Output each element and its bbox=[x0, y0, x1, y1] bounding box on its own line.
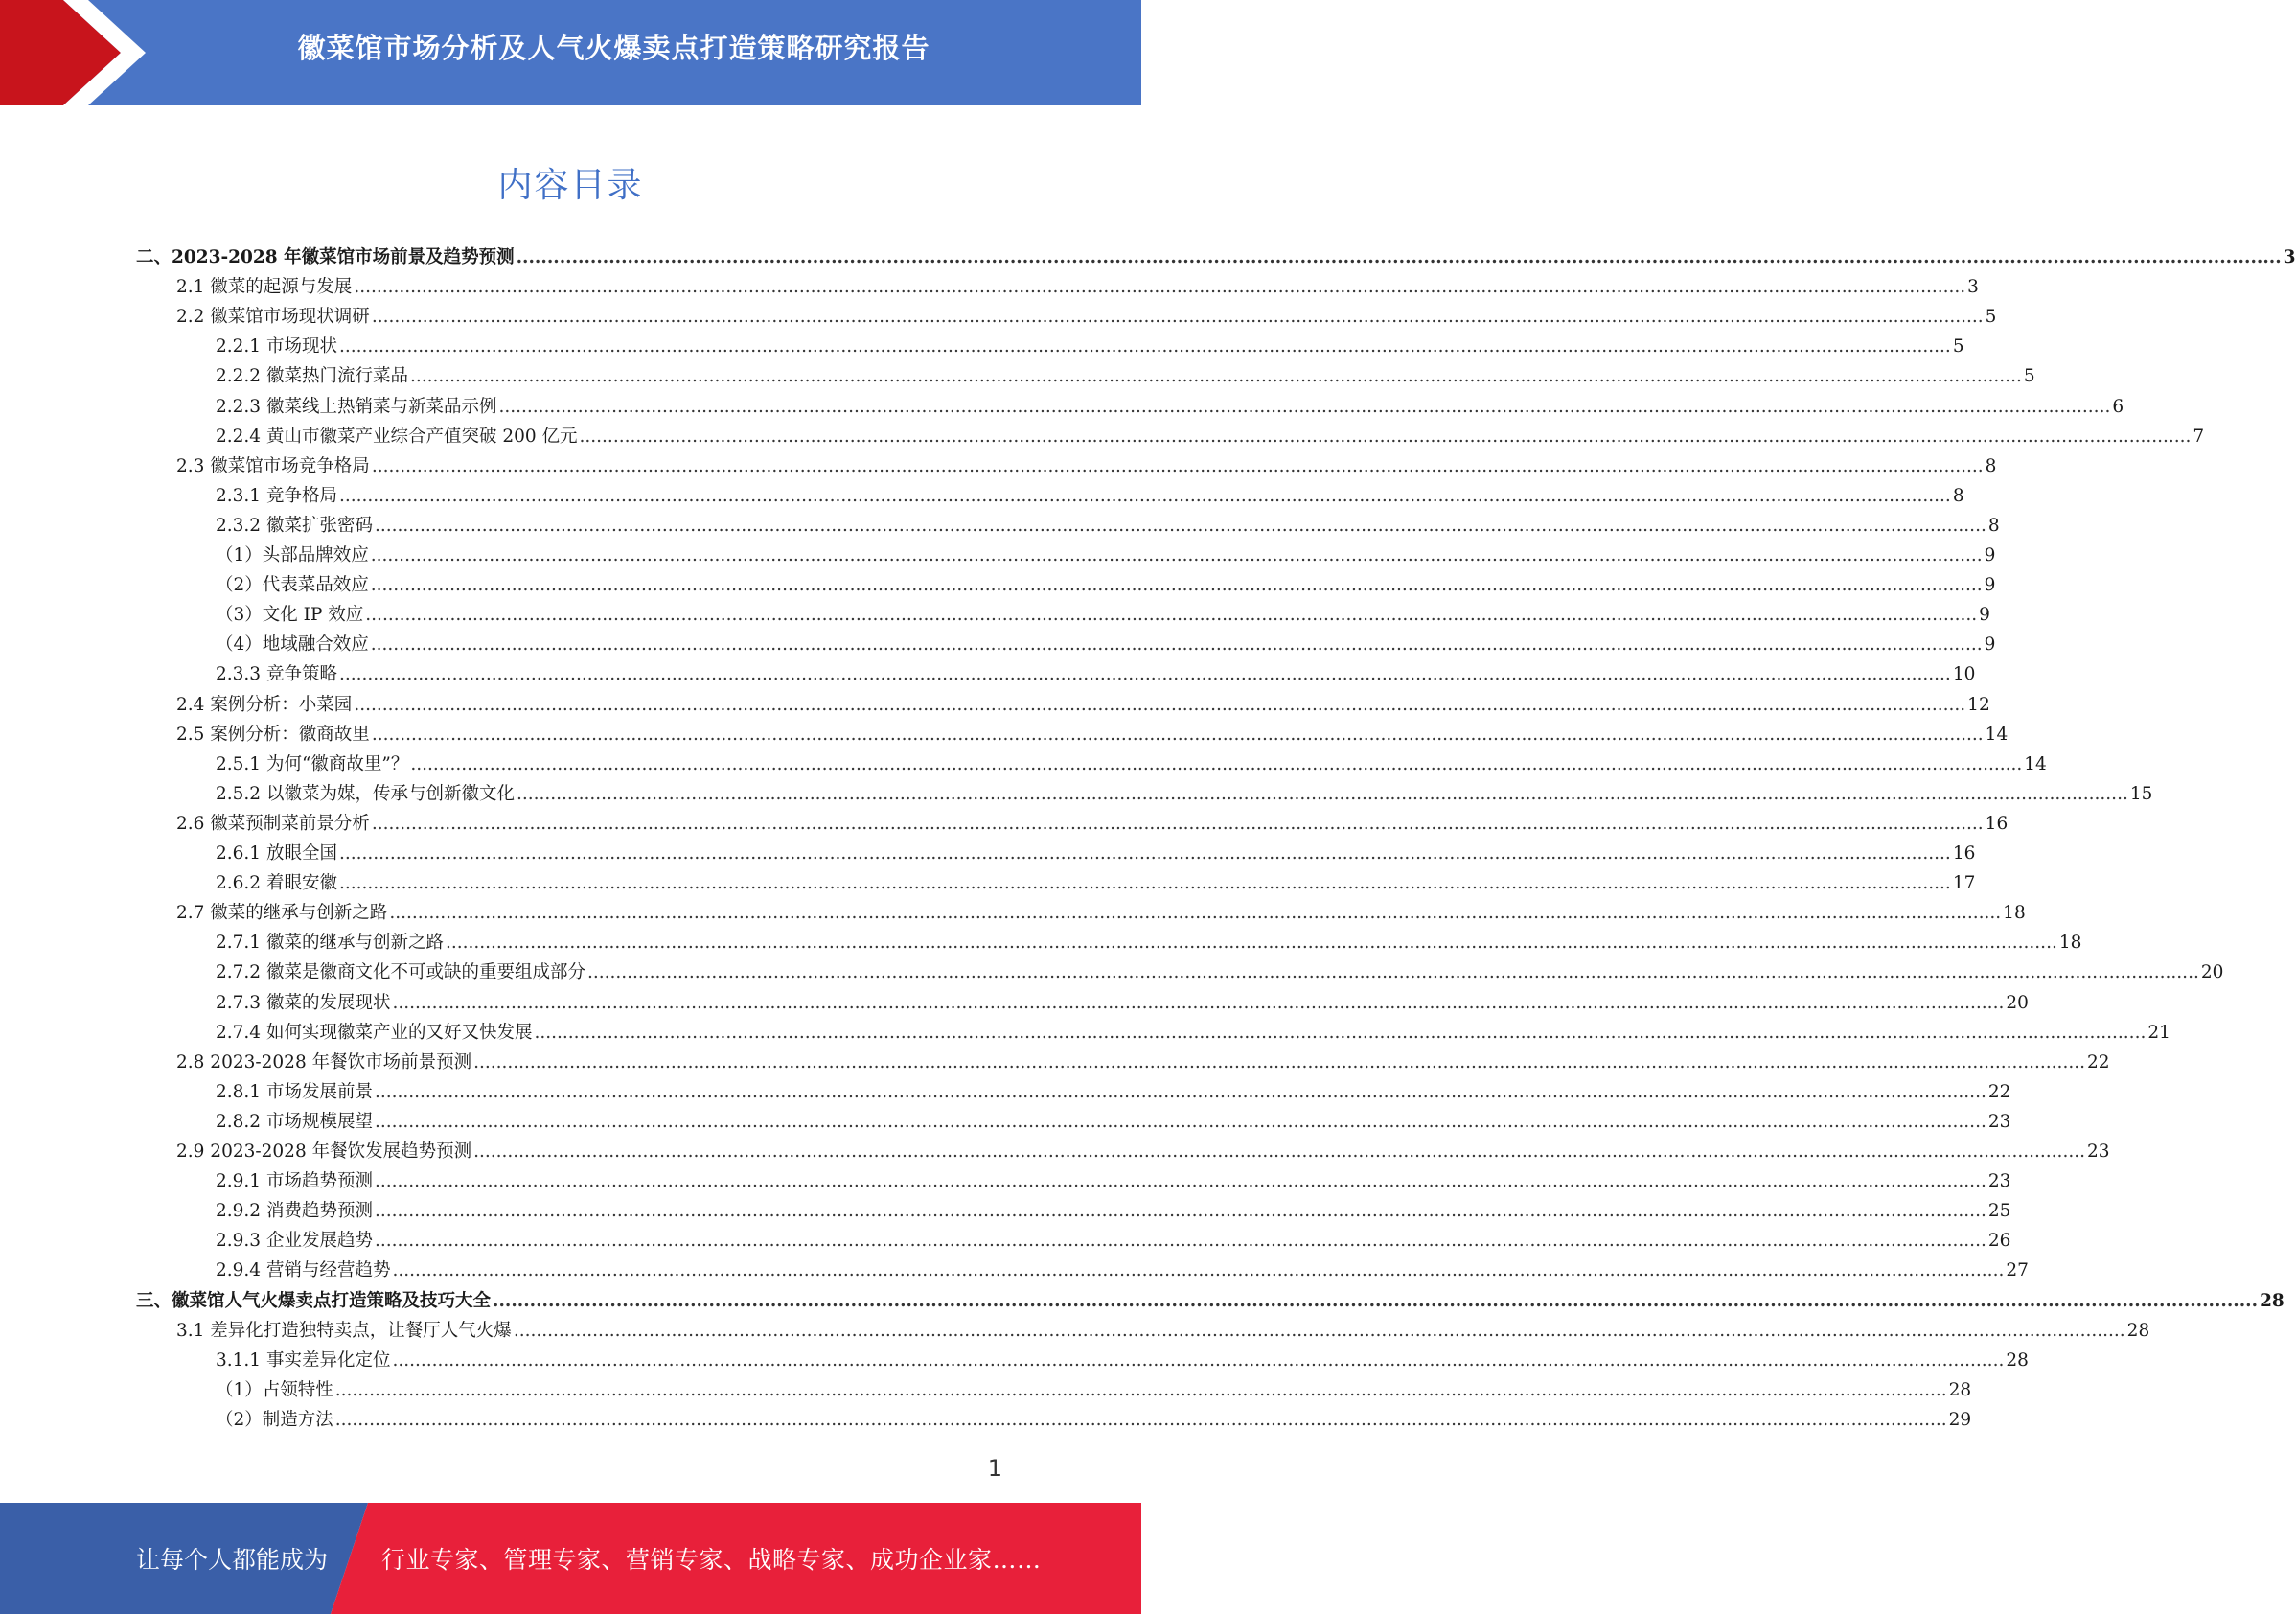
toc-entry-page-number: 8 bbox=[1985, 455, 1997, 476]
toc-dot-leader: .............................................................................................................................................................................................................................................................................................. bbox=[334, 1409, 1947, 1430]
toc-entry[interactable] bbox=[216, 840, 1976, 868]
toc-dot-leader: .............................................................................................................................................................................................................................................................................................. bbox=[334, 1379, 1947, 1400]
toc-entry[interactable] bbox=[216, 660, 1976, 689]
toc-entry[interactable] bbox=[216, 601, 1990, 630]
toc-entry-title: 2.3.1 竞争格局 bbox=[216, 485, 337, 506]
toc-entry[interactable] bbox=[176, 273, 1979, 302]
toc-entry-title: 2.7.4 如何实现徽菜产业的又好又快发展 bbox=[216, 1022, 533, 1043]
toc-entry-title: 三、徽菜馆人气火爆卖点打造策略及技巧大全 bbox=[136, 1290, 492, 1311]
toc-entry-page-number: 26 bbox=[1987, 1231, 2011, 1252]
toc-dot-leader: .............................................................................................................................................................................................................................................................................................. bbox=[389, 903, 2002, 924]
toc-dot-leader: .............................................................................................................................................................................................................................................................................................. bbox=[516, 783, 2128, 804]
toc-dot-leader: .............................................................................................................................................................................................................................................................................................. bbox=[392, 1349, 2005, 1371]
page-footer bbox=[0, 1503, 1141, 1614]
toc-entry[interactable] bbox=[176, 303, 1997, 332]
toc-dot-leader: .............................................................................................................................................................................................................................................................................................. bbox=[392, 992, 2005, 1013]
report-title: 徽菜馆市场分析及人气火爆卖点打造策略研究报告 bbox=[297, 32, 930, 64]
toc-dot-leader: .............................................................................................................................................................................................................................................................................................. bbox=[338, 873, 1951, 894]
toc-entry[interactable] bbox=[216, 1108, 2011, 1137]
toc-dot-leader: .............................................................................................................................................................................................................................................................................................. bbox=[370, 545, 1983, 565]
toc-dot-leader: .............................................................................................................................................................................................................................................................................................. bbox=[374, 1231, 1986, 1252]
toc-entry[interactable] bbox=[216, 1197, 2011, 1226]
toc-entry-page-number: 28 bbox=[1948, 1379, 1972, 1400]
toc-entry-title: 2.9 2023-2028 年餐饮发展趋势预测 bbox=[176, 1141, 472, 1162]
toc-entry-title: 2.6 徽菜预制菜前景分析 bbox=[176, 813, 370, 834]
toc-entry-page-number: 23 bbox=[1987, 1171, 2011, 1192]
toc-entry-title: 3.1.1 事实差异化定位 bbox=[216, 1349, 391, 1371]
toc-dot-leader: .............................................................................................................................................................................................................................................................................................. bbox=[354, 694, 1966, 715]
toc-entry-title: 2.7.1 徽菜的继承与创新之路 bbox=[216, 933, 444, 954]
toc-entry-page-number: 28 bbox=[2260, 1290, 2285, 1311]
toc-dot-leader: .............................................................................................................................................................................................................................................................................................. bbox=[371, 307, 1984, 328]
toc-entry-page-number: 8 bbox=[1987, 515, 2000, 536]
toc-dot-leader: .............................................................................................................................................................................................................................................................................................. bbox=[370, 634, 1983, 656]
toc-entry-page-number: 9 bbox=[1984, 634, 1996, 656]
toc-entry-page-number: 21 bbox=[2147, 1022, 2170, 1043]
toc-entry[interactable] bbox=[216, 1167, 2011, 1196]
footer-slogan-right: 行业专家、管理专家、营销专家、战略专家、成功企业家…… bbox=[381, 1546, 1042, 1574]
toc-entry-title: 二、2023-2028 年徽菜馆市场前景及趋势预测 bbox=[136, 247, 515, 267]
toc-entry-page-number: 20 bbox=[2006, 992, 2029, 1013]
toc-entry-title: 2.3 徽菜馆市场竞争格局 bbox=[176, 455, 370, 476]
toc-entry-title: （2）代表菜品效应 bbox=[216, 575, 369, 596]
toc-entry-page-number: 14 bbox=[2024, 753, 2047, 774]
toc-entry-page-number: 22 bbox=[1987, 1081, 2011, 1102]
toc-entry[interactable] bbox=[216, 631, 1996, 659]
toc-entry-page-number: 17 bbox=[1952, 873, 1976, 894]
toc-entry-page-number: 20 bbox=[2200, 962, 2224, 983]
toc-entry-title: 2.2.3 徽菜线上热销菜与新菜品示例 bbox=[216, 396, 497, 417]
toc-dot-leader: .............................................................................................................................................................................................................................................................................................. bbox=[365, 605, 1978, 626]
toc-entry-page-number: 18 bbox=[2003, 903, 2026, 924]
toc-dot-leader: .............................................................................................................................................................................................................................................................................................. bbox=[338, 843, 1951, 864]
toc-entry-page-number: 16 bbox=[1985, 813, 2009, 834]
toc-entry[interactable] bbox=[176, 810, 2009, 839]
toc-entry-title: 2.5.1 为何“徽商故里”？ bbox=[216, 753, 409, 774]
toc-entry-title: 2.4 案例分析：小菜园 bbox=[176, 694, 353, 715]
toc-entry[interactable] bbox=[216, 1376, 1972, 1405]
toc-entry[interactable] bbox=[216, 333, 1964, 361]
toc-entry[interactable] bbox=[216, 571, 1996, 600]
toc-dot-leader: .............................................................................................................................................................................................................................................................................................. bbox=[370, 575, 1983, 596]
toc-entry-title: （3）文化 IP 效应 bbox=[216, 605, 364, 626]
toc-dot-leader: .............................................................................................................................................................................................................................................................................................. bbox=[374, 515, 1986, 536]
toc-entry-page-number: 14 bbox=[1985, 724, 2009, 745]
toc-entry-title: （1）占领特性 bbox=[216, 1379, 333, 1400]
toc-heading: 内容目录 bbox=[497, 166, 644, 205]
toc-entry-page-number: 9 bbox=[1984, 545, 1996, 565]
toc-entry[interactable] bbox=[216, 1406, 1972, 1435]
toc-entry-title: 2.8.2 市场规模展望 bbox=[216, 1111, 373, 1132]
toc-entry[interactable] bbox=[216, 1227, 2011, 1256]
toc-entry[interactable] bbox=[216, 1078, 2011, 1107]
toc-entry-title: 2.7.2 徽菜是徽商文化不可或缺的重要组成部分 bbox=[216, 962, 585, 983]
toc-entry-page-number: 28 bbox=[2006, 1349, 2029, 1371]
toc-entry-title: 2.2.4 黄山市徽菜产业综合产值突破 200 亿元 bbox=[216, 426, 578, 447]
toc-entry-page-number: 8 bbox=[1952, 485, 1964, 506]
toc-entry[interactable] bbox=[216, 482, 1964, 511]
toc-entry[interactable] bbox=[216, 362, 2035, 391]
toc-dot-leader: .............................................................................................................................................................................................................................................................................................. bbox=[516, 247, 2282, 267]
toc-entry[interactable] bbox=[216, 1257, 2029, 1285]
toc-dot-leader: .............................................................................................................................................................................................................................................................................................. bbox=[354, 277, 1966, 298]
toc-entry-page-number: 29 bbox=[1948, 1409, 1972, 1430]
toc-entry-title: 2.7 徽菜的继承与创新之路 bbox=[176, 903, 388, 924]
toc-entry-title: （4）地域融合效应 bbox=[216, 634, 369, 656]
toc-dot-leader: .............................................................................................................................................................................................................................................................................................. bbox=[392, 1260, 2005, 1281]
toc-entry[interactable] bbox=[216, 750, 2047, 779]
toc-entry-title: 2.3.3 竞争策略 bbox=[216, 664, 337, 685]
toc-entry-page-number: 22 bbox=[2086, 1051, 2110, 1072]
page-number: 1 bbox=[987, 1455, 1002, 1482]
toc-entry[interactable] bbox=[216, 989, 2029, 1018]
toc-dot-leader: .............................................................................................................................................................................................................................................................................................. bbox=[493, 1290, 2259, 1311]
toc-entry-page-number: 6 bbox=[2112, 396, 2124, 417]
toc-entry-title: （1）头部品牌效应 bbox=[216, 545, 369, 565]
toc-entry-title: 2.8.1 市场发展前景 bbox=[216, 1081, 373, 1102]
toc-entry-page-number: 23 bbox=[1987, 1111, 2011, 1132]
toc-entry-title: 2.1 徽菜的起源与发展 bbox=[176, 277, 353, 298]
toc-dot-leader: .............................................................................................................................................................................................................................................................................................. bbox=[374, 1171, 1986, 1192]
toc-entry-page-number: 18 bbox=[2058, 933, 2082, 954]
toc-entry-title: 2.9.3 企业发展趋势 bbox=[216, 1231, 373, 1252]
toc-entry-title: 2.9.1 市场趋势预测 bbox=[216, 1171, 373, 1192]
toc-entry-page-number: 28 bbox=[2126, 1320, 2150, 1341]
toc-entry-page-number: 9 bbox=[1979, 605, 1990, 626]
toc-entry-title: 2.8 2023-2028 年餐饮市场前景预测 bbox=[176, 1051, 472, 1072]
toc-entry[interactable] bbox=[216, 423, 2205, 451]
toc-entry[interactable] bbox=[216, 1019, 2170, 1048]
toc-entry[interactable] bbox=[216, 869, 1976, 898]
toc-entry-page-number: 3 bbox=[1967, 277, 1979, 298]
toc-entry-page-number: 5 bbox=[1985, 307, 1997, 328]
toc-entry[interactable] bbox=[216, 393, 2124, 422]
toc-entry-page-number: 15 bbox=[2129, 783, 2153, 804]
toc-dot-leader: .............................................................................................................................................................................................................................................................................................. bbox=[374, 1081, 1986, 1102]
toc-entry-page-number: 12 bbox=[1967, 694, 1990, 715]
page-header bbox=[0, 0, 1141, 105]
toc-entry-title: 2.5 案例分析：徽商故里 bbox=[176, 724, 370, 745]
toc-entry-title: 2.3.2 徽菜扩张密码 bbox=[216, 515, 373, 536]
toc-entry[interactable] bbox=[176, 721, 2009, 749]
toc-entry[interactable] bbox=[176, 452, 1997, 481]
toc-entry-title: 2.6.2 着眼安徽 bbox=[216, 873, 337, 894]
toc-dot-leader: .............................................................................................................................................................................................................................................................................................. bbox=[409, 366, 2022, 387]
toc-dot-leader: .............................................................................................................................................................................................................................................................................................. bbox=[498, 396, 2111, 417]
toc-entry-title: 2.6.1 放眼全国 bbox=[216, 843, 337, 864]
toc-entry-page-number: 3 bbox=[2283, 247, 2296, 267]
toc-dot-leader: .............................................................................................................................................................................................................................................................................................. bbox=[473, 1141, 2085, 1162]
toc-entry[interactable] bbox=[216, 958, 2224, 987]
toc-dot-leader: .............................................................................................................................................................................................................................................................................................. bbox=[513, 1320, 2125, 1341]
toc-entry[interactable] bbox=[216, 929, 2082, 957]
toc-entry-page-number: 5 bbox=[2023, 366, 2035, 387]
toc-entry-title: 2.7.3 徽菜的发展现状 bbox=[216, 992, 391, 1013]
toc-dot-leader: .............................................................................................................................................................................................................................................................................................. bbox=[338, 336, 1951, 357]
toc-dot-leader: .............................................................................................................................................................................................................................................................................................. bbox=[586, 962, 2199, 983]
toc-entry-page-number: 16 bbox=[1952, 843, 1976, 864]
toc-entry-title: 3.1 差异化打造独特卖点，让餐厅人气火爆 bbox=[176, 1320, 512, 1341]
toc-entry[interactable] bbox=[176, 691, 1990, 720]
toc-entry-title: （2）制造方法 bbox=[216, 1409, 333, 1430]
toc-entry[interactable] bbox=[216, 780, 2153, 809]
toc-dot-leader: .............................................................................................................................................................................................................................................................................................. bbox=[338, 485, 1951, 506]
toc-entry-page-number: 10 bbox=[1952, 664, 1976, 685]
toc-entry-page-number: 27 bbox=[2006, 1260, 2029, 1281]
toc-entry-page-number: 25 bbox=[1987, 1201, 2011, 1222]
toc-dot-leader: .............................................................................................................................................................................................................................................................................................. bbox=[410, 753, 2023, 774]
toc-entry-page-number: 23 bbox=[2086, 1141, 2110, 1162]
toc-dot-leader: .............................................................................................................................................................................................................................................................................................. bbox=[371, 724, 1984, 745]
toc-entry-title: 2.9.4 营销与经营趋势 bbox=[216, 1260, 391, 1281]
toc-entry[interactable] bbox=[176, 899, 2026, 928]
toc-entry[interactable] bbox=[176, 1049, 2110, 1077]
toc-entry-page-number: 5 bbox=[1952, 336, 1964, 357]
toc-entry[interactable] bbox=[176, 1317, 2150, 1346]
toc-entry-page-number: 9 bbox=[1984, 575, 1996, 596]
toc-dot-leader: .............................................................................................................................................................................................................................................................................................. bbox=[534, 1022, 2147, 1043]
toc-entry[interactable] bbox=[136, 243, 2296, 272]
toc-entry-title: 2.2 徽菜馆市场现状调研 bbox=[176, 307, 370, 328]
toc-entry[interactable] bbox=[216, 542, 1996, 570]
toc-entry-title: 2.5.2 以徽菜为媒，传承与创新徽文化 bbox=[216, 783, 515, 804]
toc-dot-leader: .............................................................................................................................................................................................................................................................................................. bbox=[445, 933, 2057, 954]
toc-dot-leader: .............................................................................................................................................................................................................................................................................................. bbox=[371, 455, 1984, 476]
toc-dot-leader: .............................................................................................................................................................................................................................................................................................. bbox=[374, 1111, 1986, 1132]
toc-entry-page-number: 7 bbox=[2193, 426, 2205, 447]
toc-dot-leader: .............................................................................................................................................................................................................................................................................................. bbox=[579, 426, 2192, 447]
toc-dot-leader: .............................................................................................................................................................................................................................................................................................. bbox=[338, 664, 1951, 685]
toc-entry[interactable] bbox=[136, 1287, 2285, 1316]
toc-entry-title: 2.2.2 徽菜热门流行菜品 bbox=[216, 366, 408, 387]
toc-dot-leader: .............................................................................................................................................................................................................................................................................................. bbox=[374, 1201, 1986, 1222]
toc-entry-title: 2.2.1 市场现状 bbox=[216, 336, 337, 357]
toc-entry[interactable] bbox=[216, 1347, 2029, 1375]
footer-slogan-left: 让每个人都能成为 bbox=[136, 1546, 329, 1574]
toc-entry[interactable] bbox=[176, 1138, 2110, 1166]
toc-dot-leader: .............................................................................................................................................................................................................................................................................................. bbox=[371, 813, 1984, 834]
toc-entry[interactable] bbox=[216, 512, 2000, 541]
toc-dot-leader: .............................................................................................................................................................................................................................................................................................. bbox=[473, 1051, 2085, 1072]
toc-entry-title: 2.9.2 消费趋势预测 bbox=[216, 1201, 373, 1222]
